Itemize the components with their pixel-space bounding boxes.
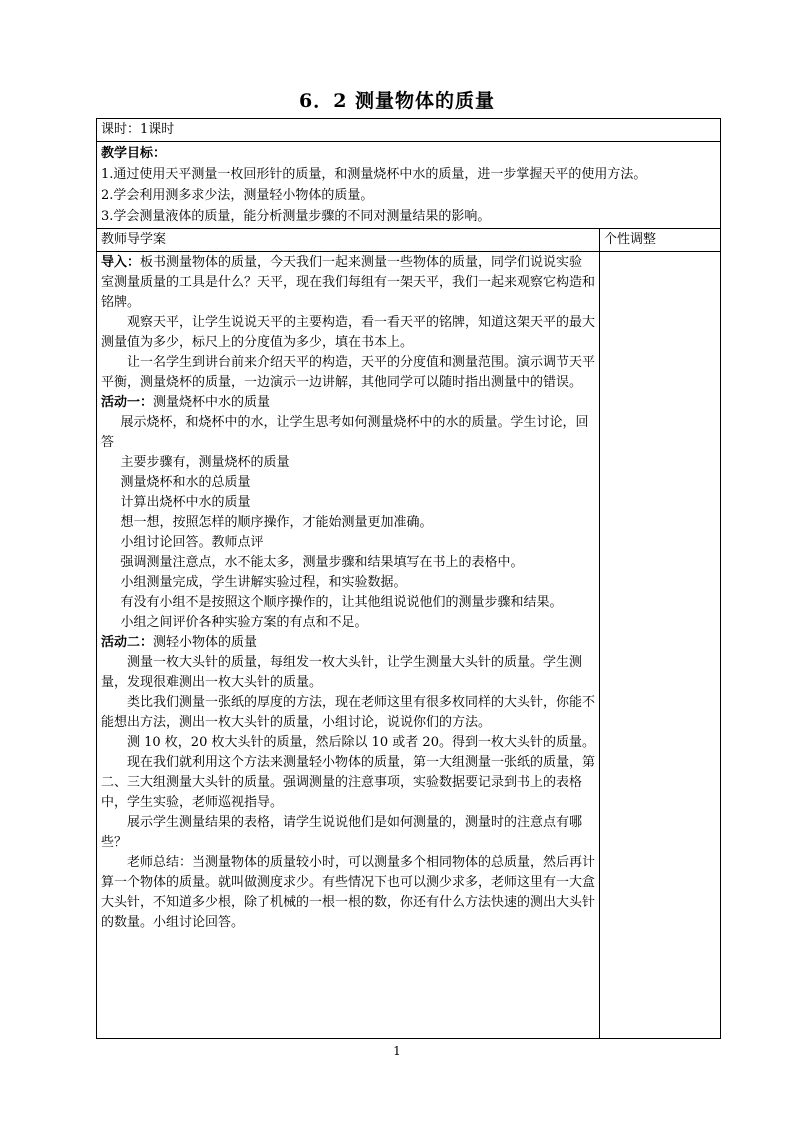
activity-1-title: 测量烧杯中水的质量 — [153, 395, 271, 410]
paragraph: 想一想，按照怎样的顺序操作，才能始测量更加准确。 — [120, 515, 433, 530]
page-number: 1 — [393, 1044, 401, 1058]
content-row — [97, 252, 721, 1039]
paragraph: 观察天平，让学生说说天平的主要构造，看一看天平的铭牌，知道这架天平的最大测量值为多少，标尺上的分度值为多少，填在书本上。 — [101, 315, 596, 350]
activity-2-title: 测轻小物体的质量 — [153, 635, 258, 650]
activity-1-heading — [101, 393, 595, 413]
goals-cell — [97, 142, 721, 229]
paragraph: 让一名学生到讲台前来介绍天平的构造，天平的分度值和测量范围。演示调节天平平衡，测量烧杯的质量，一边演示一边讲解，其他同学可以随时指出测量中的错误。 — [101, 355, 596, 390]
column-header-row — [97, 229, 721, 252]
class-hours: 课时：1课时 — [97, 119, 721, 142]
paragraph: 强调测量注意点，水不能太多，测量步骤和结果填写在书上的表格中。 — [120, 555, 524, 570]
intro-text: 板书测量物体的质量，今天我们一起来测量一些物体的质量，同学们说说实验室测量质量的工具是什么？天平，现在我们每组有一架天平，我们一起来观察它构造和铭牌。 — [101, 255, 596, 310]
paragraph: 老师总结：当测量物体的质量较小时，可以测量多个相同物体的总质量，然后再计算一个物体的质量。就叫做测度求少。有些情况下也可以测少求多，老师这里有一大盒大头针，不知道多少根，除了机械的一根一根的数，你还有什么方法快速的测出大头针的数量。小组讨论回答。 — [101, 855, 596, 930]
page-title: 6．2 测量物体的质量 — [298, 90, 496, 112]
activity-1-label: 活动一： — [101, 395, 154, 410]
paragraph: 小组之间评价各种实验方案的有点和不足。 — [120, 615, 368, 630]
goals-row — [97, 142, 721, 229]
step-item: 测量烧杯和水的总质量 — [120, 475, 251, 490]
activity-2-label: 活动二： — [101, 635, 154, 650]
class-hours-row — [97, 119, 721, 142]
step-item: 计算出烧杯中水的质量 — [120, 495, 251, 510]
goal-item: 1.通过使用天平测量一枚回形针的质量，和测量烧杯中水的质量，进一步掌握天平的使用方法。 — [101, 167, 647, 182]
lesson-plan-table — [96, 118, 721, 1039]
goals-heading: 教学目标： — [101, 146, 167, 161]
activity-2-heading — [101, 633, 595, 653]
paragraph: 展示烧杯，和烧杯中的水，让学生思考如何测量烧杯中的水的质量。学生讨论，回答 — [101, 415, 589, 450]
goal-item: 3.学会测量液体的质量，能分析测量步骤的不同对测量结果的影响。 — [101, 209, 491, 224]
paragraph: 有没有小组不是按照这个顺序操作的，让其他组说说他们的测量步骤和结果。 — [120, 595, 563, 610]
intro-paragraph — [101, 253, 595, 313]
paragraph: 小组测量完成，学生讲解实验过程，和实验数据。 — [120, 575, 407, 590]
paragraph: 测量一枚大头针的质量，每组发一枚大头针，让学生测量大头针的质量。学生测量，发现很难测出一枚大头针的质量。 — [101, 655, 583, 690]
teacher-guide-content — [97, 252, 600, 1039]
col-teacher-guide: 教师导学案 — [97, 229, 600, 252]
col-personal-adjust: 个性调整 — [600, 229, 721, 252]
paragraph: 测 10 枚，20 枚大头针的质量，然后除以 10 或者 20。得到一枚大头针的质量。 — [127, 735, 595, 750]
intro-label: 导入： — [101, 255, 141, 270]
paragraph: 现在我们就利用这个方法来测量轻小物体的质量，第一大组测量一张纸的质量，第二、三大组测量大头针的质量。强调测量的注意事项，实验数据要记录到书上的表格中，学生实验，老师巡视指导。 — [101, 755, 596, 810]
step-item: 主要步骤有，测量烧杯的质量 — [120, 455, 290, 470]
paragraph: 小组讨论回答。教师点评 — [120, 535, 264, 550]
goal-item: 2.学会利用测多求少法，测量轻小物体的质量。 — [101, 188, 374, 203]
paragraph: 展示学生测量结果的表格，请学生说说他们是如何测量的，测量时的注意点有哪些？ — [101, 815, 583, 850]
personal-adjust-content — [600, 252, 721, 1039]
paragraph: 类比我们测量一张纸的厚度的方法，现在老师这里有很多枚同样的大头针，你能不能想出方法，测出一枚大头针的质量，小组讨论，说说你们的方法。 — [101, 695, 596, 730]
